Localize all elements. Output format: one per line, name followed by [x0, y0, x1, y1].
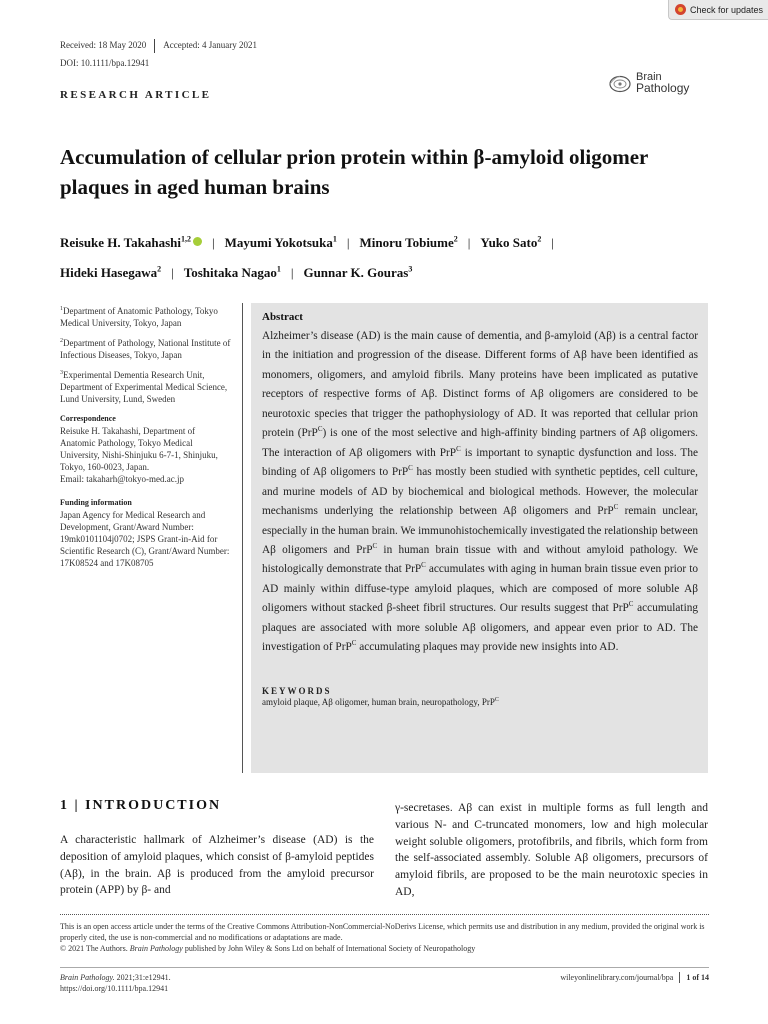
affiliation-1: $^1$Department of Anatomic Pathology, Tokyo Medical University, Tokyo, Japan: [60, 306, 218, 328]
brain-logo-icon: [608, 73, 632, 93]
footer-divider: [60, 967, 709, 968]
author-list: Reisuke H. Takahashi$^{1,2}$ | Mayumi Yokotsuka$^1$ | Minoru Tobiume$^2$ | Yuko Sato$^2$ | Hideki Hasegawa$^2$ | Toshitaka Nagao$^1$ | Gunnar K. Gouras$^3$: [60, 235, 554, 280]
doi: DOI: 10.1111/bpa.12941: [60, 58, 150, 68]
abstract-heading: Abstract: [262, 311, 303, 323]
title-line-2: plaques in aged human brains: [60, 175, 330, 199]
orcid-icon[interactable]: [193, 237, 202, 246]
sidebar-divider: [242, 303, 243, 773]
author[interactable]: Gunnar K. Gouras$^3$: [303, 264, 413, 280]
divider: [154, 39, 155, 53]
journal-logo: [608, 72, 689, 94]
license-divider: [60, 914, 709, 915]
license-notice: [60, 921, 709, 954]
footer-right: [560, 972, 709, 983]
author[interactable]: Toshitaka Nagao$^1$: [183, 264, 281, 280]
keywords-heading: KEYWORDS: [262, 685, 332, 696]
crossmark-icon: [675, 4, 686, 15]
abstract-text: Alzheimer’s disease (AD) is the main cause of dementia, and β-amyloid (Aβ) is a central factor in the initiation and progression of the disease. Different forms of Aβ have been identified as monomers, oligomers, and amyloid fibrils. Many proteins have been implicated as putative receptors of respective forms of Aβ. Distinct forms of Aβ oligomers are considered to be neurotoxic species that trigger the pathophysiology of AD. It was reported that cellular prion protein (PrP$^C$) is one of the most selective and high-affinity binding partners of Aβ oligomers. The interaction of Aβ oligomers with PrP$^C$ is important to synaptic dysfunction and loss. The binding of Aβ oligomers to PrP$^C$ has mostly been studied with synthetic peptides, cell culture, and murine models of AD by biochemical and biological methods. However, the molecular mechanisms underlying the relationship between Aβ oligomers and PrP$^C$ remain unclear, especially in the human brain. We immunohistochemically investigated the relationship between Aβ oligomers and PrP$^C$ in human brain tissue with and without amyloid pathology. We histologically demonstrate that PrP$^C$ accumulates with aging in human brain tissue even prior to AD mainly within diffuse-type amyloid plaques, which are composed of more soluble Aβ oligomers without stacked β-sheet fibril structures. Our results suggest that PrP$^C$ accumulating plaques are associated with more soluble Aβ oligomers, and appear even prior to AD. The investigation of PrP$^C$ accumulating plaques may provide new insights into AD.: [262, 330, 698, 654]
author[interactable]: Minoru Tobiume$^2$: [359, 235, 458, 251]
funding-heading: Funding information: [60, 498, 132, 507]
copyright-line: © 2021 The Authors. Brain Pathology published by John Wiley & Sons Ltd on behalf of International Society of Neuropathology: [60, 944, 476, 953]
affiliation-3: $^3$Experimental Dementia Research Unit, Department of Experimental Medical Science, Lund University, Lund, Sweden: [60, 370, 228, 404]
title-line-1: Accumulation of cellular prion protein within β-amyloid oligomer: [60, 145, 649, 169]
footer-volume: 2021;31:e12941.: [114, 973, 171, 982]
article-type: RESEARCH ARTICLE: [60, 89, 212, 101]
divider: [679, 972, 680, 983]
article-sidebar: [60, 303, 232, 569]
correspondence-heading: Correspondence: [60, 414, 116, 423]
received-date: Received: 18 May 2020: [60, 40, 147, 50]
journal-logo-line1: Brain: [636, 71, 662, 83]
author[interactable]: Reisuke H. Takahashi$^{1,2}$: [60, 235, 202, 250]
section-heading-introduction: 1 | INTRODUCTION: [60, 798, 222, 813]
abstract-box: [251, 303, 708, 773]
check-for-updates-label: Check for updates: [690, 4, 764, 15]
accepted-date: Accepted: 4 January 2021: [163, 40, 257, 50]
journal-site-link[interactable]: wileyonlinelibrary.com/journal/bpa: [560, 973, 674, 982]
article-title: [60, 142, 710, 202]
intro-paragraph-right: γ-secretases. Aβ can exist in multiple forms as full length and various N- and C-truncated monomers, low and high molecular weight soluble oligomers, protofibrils, and fibrils, which form from the self-associated assembly. Soluble Aβ oligomers, precursors of amyloid fibrils, are proposed to be the main neurotoxic species in AD,: [395, 802, 708, 898]
license-text: This is an open access article under the terms of the Creative Commons Attribution-NonCommercial-NoDerivs License, which permits use and distribution in any medium, provided the original work is properly cited, the use is non-commercial and no modifications or adaptations are made.: [60, 922, 705, 942]
correspondence-text: Reisuke H. Takahashi, Department of Anatomic Pathology, Tokyo Medical University, Nishi-Shinjuku 6-7-1, Shinjuku, Tokyo, 160-0023, Japan.: [60, 426, 218, 472]
citation: [60, 972, 171, 994]
article-dates: [60, 40, 257, 54]
check-for-updates-button[interactable]: [668, 0, 768, 20]
journal-logo-line2: Pathology: [636, 81, 690, 95]
page-number: 1 of 14: [686, 973, 709, 982]
intro-paragraph-left: A characteristic hallmark of Alzheimer’s disease (AD) is the deposition of amyloid plaques, which consist of β-amyloid peptides (Aβ), in the brain. Aβ is produced from the amyloid precursor protein (APP) by β- and: [60, 834, 374, 897]
footer-journal: Brain Pathology.: [60, 973, 115, 982]
author[interactable]: Yuko Sato$^2$: [480, 235, 542, 251]
affiliation-2: $^2$Department of Pathology, National Institute of Infectious Diseases, Tokyo, Japan: [60, 338, 231, 360]
funding-text: Japan Agency for Medical Research and Development, Grant/Award Number: 19mk0101104j0702; JSPS Grant-in-Aid for Scientific Research (C), Grant/Award Number: 17K08524 and 17K08705: [60, 510, 230, 568]
author[interactable]: Mayumi Yokotsuka$^1$: [224, 235, 337, 251]
footer-doi-link[interactable]: https://doi.org/10.1111/bpa.12941: [60, 984, 169, 993]
correspondence-email[interactable]: Email: takaharh@tokyo-med.ac.jp: [60, 474, 184, 484]
author[interactable]: Hideki Hasegawa$^2$: [60, 264, 162, 280]
keywords-list: amyloid plaque, Aβ oligomer, human brain, neuropathology, PrP$^C$: [262, 696, 499, 707]
